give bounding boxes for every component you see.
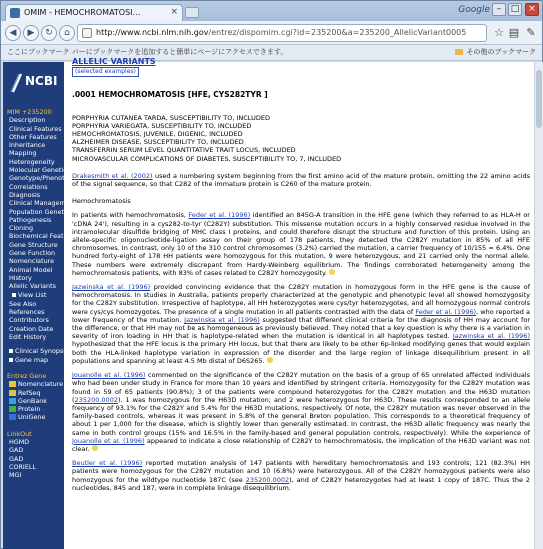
minimize-button[interactable]: –	[492, 3, 506, 16]
sidebar-item-label: Description	[9, 116, 46, 125]
sidebar-item-label: GAD	[9, 454, 24, 463]
entrez-link[interactable]	[3, 380, 64, 388]
tab-close-icon[interactable]: ×	[170, 7, 178, 17]
maximize-button[interactable]: □	[508, 3, 522, 16]
gene-map-label: Gene map	[15, 355, 49, 364]
paragraph-2	[72, 211, 530, 277]
paragraph-text: suggested that different clinical criteria for the diagnosis of HH may account for the difference, or that HH may not be as homogeneous as previously believed. They noted that a key question is why there is a variation in severity of iron loading in HH that is haplotype-related when the mutation is identical in all haplotypes tested.	[72, 315, 530, 341]
paragraph-text: appeared to indicate a close relationship of C282Y to hemochromatosis, the implication of the H63D variant was not clear.	[72, 436, 530, 453]
sidebar-item[interactable]	[3, 282, 64, 290]
sidebar-nav-2	[3, 300, 64, 341]
linkout-links	[3, 438, 64, 479]
sidebar-item[interactable]	[3, 116, 64, 124]
selected-examples-button[interactable]: (selected examples)	[72, 67, 139, 77]
browser-tab[interactable]	[5, 4, 183, 21]
sidebar-item-label: Nomenclature	[9, 257, 55, 266]
reload-button[interactable]: ↻	[41, 25, 57, 41]
url-host: http://www.ncbi.nlm.nih.gov	[96, 28, 209, 37]
sidebar-item-label: Heterogeneity	[9, 157, 55, 166]
database-icon	[9, 414, 16, 420]
sidebar-item[interactable]	[3, 232, 78, 241]
reference-link[interactable]: Jouanolle et al. (1996)	[72, 436, 145, 445]
sidebar-item[interactable]	[3, 199, 77, 208]
sidebar-item-label: Biochemical Features	[9, 232, 78, 241]
entrez-link[interactable]	[3, 405, 64, 413]
entrez-link[interactable]	[3, 397, 64, 405]
sidebar-item[interactable]	[3, 141, 64, 149]
other-bookmarks[interactable]: その他のブックマーク	[455, 45, 536, 60]
sidebar-item-label: Molecular Genetics	[9, 166, 71, 175]
page-menu-icon[interactable]: ▤	[508, 26, 520, 39]
sidebar-item-label: MGI	[9, 471, 22, 480]
page-icon	[82, 28, 92, 38]
scrollbar-thumb[interactable]	[536, 70, 542, 128]
sidebar-item[interactable]	[3, 300, 64, 308]
back-button[interactable]: ◀	[5, 25, 21, 41]
subheading-hemochromatosis: Hemochromatosis	[72, 197, 131, 206]
sidebar-item[interactable]	[3, 216, 64, 224]
view-list-link[interactable]	[3, 291, 64, 299]
sidebar-item[interactable]	[3, 224, 64, 232]
reference-link[interactable]: Jazwinska et al. (1996)	[72, 283, 151, 292]
linkout-title: LinkOut	[7, 429, 32, 438]
sidebar-item-label: Edit History	[9, 333, 47, 342]
sidebar-item-label: Clinical Features	[9, 124, 62, 133]
sidebar-item[interactable]	[3, 333, 64, 341]
database-icon	[9, 390, 16, 396]
sidebar-item[interactable]	[3, 174, 77, 183]
phenotype-item: TRANSFERRIN SERUM LEVEL QUANTITATIVE TRAIT LOCUS, INCLUDED	[72, 146, 296, 155]
sidebar	[3, 62, 78, 549]
paragraph-text: provided convincing evidence that the C282Y mutation in homozygous form in the HFE gene is the cause of hemochromatosis. In studies in Australia, patients properly characterized at the genotypic and phenotypic level all showed homozygosity for the C282Y substitution. Irrespective of haplotype, all HH heterozygotes were cys/tyr heterozygotes, and all homozygous normal controls were cys/cys homozygotes. The presence of a single mutation in all patients contrasted with the data of	[72, 283, 530, 316]
sidebar-item[interactable]	[3, 266, 64, 274]
reference-link[interactable]: Jazwinska et al. (1996)	[452, 332, 530, 341]
sidebar-item-label: See Also	[9, 299, 37, 308]
lightbulb-icon[interactable]	[267, 357, 273, 363]
close-window-button[interactable]: ×	[525, 3, 539, 16]
sidebar-item[interactable]	[3, 325, 64, 333]
sidebar-item-label: Creation Date	[9, 324, 54, 333]
sidebar-item[interactable]	[3, 274, 64, 282]
paragraph-text: identified an 845G-A transition in the HFE gene (which they referred to as HLA-H or 'cDNA 24'), resulting in a cys282-to-tyr (C282Y) substitution. This missense mutation occurs in a highly conserved residue involved in the intramolecular disulfide bridging of MHC class I proteins, and could therefore disrupt the structure and function of this protein. Using an allele-specific oligonucleotide-ligation assay on their group of 178 patients, they detected the C282Y mutation in 85% of all HFE chromosomes. In contrast, only 10 of the 310 control chromosomes (3.2%) carried the mutation, a carrier frequency of 10/155 = 6.4%. One hundred forty-eight of 178 HH patients were homozygous for this mutation, 9 were heterozygous, and 21 carried only the normal allele. These numbers were extremely discrepant from Hardy-Weinberg equilibrium. The findings corroborated heterogeneity among the hemochromatosis patients, with 83% of cases related to C282Y homozygosity.	[72, 211, 530, 277]
entrez-link-label: GenBank	[18, 396, 47, 405]
paragraph-text: ), and of C282Y heterozygotes had at least 1 copy of 187C. Thus the 2 nucleotides, 845 and 187, were in complete linkage disequilibrium.	[72, 475, 530, 492]
star-icon[interactable]: ☆	[494, 26, 504, 39]
sidebar-item[interactable]	[3, 125, 64, 133]
allele-link[interactable]: 235200.0002	[245, 475, 290, 484]
favicon-icon	[10, 8, 20, 18]
address-bar[interactable]	[77, 24, 487, 42]
sidebar-item[interactable]	[3, 166, 71, 175]
vertical-scrollbar[interactable]	[534, 62, 543, 549]
bookmark-notice: ここにブックマーク バーにブックマークを追加すると簡単にページにアクセスできます。	[7, 48, 288, 56]
view-list-label: View List	[18, 290, 47, 299]
paragraph-text: In patients with hemochromatosis,	[72, 211, 189, 220]
gene-map-link[interactable]	[3, 356, 64, 364]
bullet-icon	[9, 349, 13, 353]
sidebar-item-label: Contributors	[9, 316, 49, 325]
entrez-link-label: Protein	[18, 405, 41, 414]
entrez-link-label: Nomenclature	[18, 380, 64, 389]
entrez-link[interactable]	[3, 389, 64, 397]
lightbulb-icon[interactable]	[329, 269, 335, 275]
main-content	[72, 57, 530, 549]
brand-label: Google	[458, 5, 490, 15]
paragraph-text: , who reported a lower frequency of the mutation.	[72, 307, 530, 324]
sidebar-item[interactable]	[3, 158, 64, 166]
allele-title: .0001 HEMOCHROMATOSIS [HFE, CYS282TYR ]	[72, 90, 268, 100]
paragraph-3	[72, 283, 530, 365]
sidebar-item[interactable]	[3, 308, 64, 316]
sidebar-item-label: History	[9, 273, 32, 282]
sidebar-item-label: Cloning	[9, 224, 34, 233]
title-bar	[1, 1, 542, 21]
sidebar-item-label: Mapping	[9, 149, 37, 158]
sidebar-item-label: HGMD	[9, 437, 30, 446]
sidebar-item-label: Allelic Variants	[9, 282, 56, 291]
sidebar-item-label: Inheritance	[9, 141, 46, 150]
entrez-gene-title: Entrez Gene	[7, 371, 47, 380]
database-icon	[9, 381, 16, 387]
url-path: /entrez/dispomim.cgi?id=235200&a=235200_AllelicVariant0005	[208, 28, 467, 37]
paragraph-text: hypothesized that the HFE locus is the primary HH locus, but that there are likely to be other 6p-linked modifying genes that would explain both the HLA-linked haplotype variation in expression of the disorder and the large region of linkage disequilibrium present in all populations and spanning at least 4.5 Mb distal of D6S265.	[72, 340, 530, 365]
reference-link[interactable]: Feder et al. (1996)	[415, 307, 477, 316]
database-icon	[9, 398, 16, 404]
new-tab-button[interactable]	[185, 7, 199, 18]
sidebar-item[interactable]	[3, 316, 64, 324]
entrez-links	[3, 380, 64, 421]
mim-title: MIM +235200	[7, 108, 52, 116]
ncbi-slash-icon	[11, 72, 23, 94]
sidebar-nav	[3, 116, 78, 291]
wrench-icon[interactable]: ✎	[526, 26, 536, 39]
sidebar-item-label: Correlations	[9, 182, 48, 191]
sidebar-item[interactable]	[3, 183, 64, 191]
sidebar-item[interactable]	[3, 438, 64, 446]
entrez-link[interactable]	[3, 413, 64, 421]
phenotype-item: MICROVASCULAR COMPLICATIONS OF DIABETES, SUSCEPTIBILITY TO, 7, INCLUDED	[72, 154, 342, 163]
sidebar-item-label: Animal Model	[9, 265, 53, 274]
entrez-link-label: UniGene	[18, 413, 46, 422]
phenotype-item: PORPHYRIA CUTANEA TARDA, SUSCEPTIBILITY TO, INCLUDED	[72, 113, 270, 122]
sidebar-item-label: Genotype/Phenotype	[9, 174, 77, 183]
ncbi-logo[interactable]	[3, 62, 64, 104]
sidebar-item[interactable]	[3, 249, 64, 257]
reference-link[interactable]: Jouanolle et al. (1996)	[72, 371, 146, 380]
sidebar-item-label: Gene Function	[9, 249, 56, 258]
sidebar-item-label: Diagnosis	[9, 190, 41, 199]
page-viewport	[3, 57, 534, 549]
ncbi-logo-text: NCBI	[25, 74, 58, 88]
paragraph-1	[72, 172, 530, 188]
paragraph-5	[72, 459, 530, 492]
paragraph-text: reported mutation analysis of 147 patients with hereditary hemochromatosis and 193 controls; 121 (82.3%) HH patients were homozygous for the C282Y mutation and 10 (6.8%) were heterozygous. All of the C282Y homozygous patients were also homozygous for the wildtype nucleotide 187C (see	[72, 459, 530, 484]
sidebar-item-label: Population Genetics	[9, 207, 73, 216]
database-icon	[9, 406, 16, 412]
sidebar-item[interactable]	[3, 133, 64, 141]
forward-button[interactable]: ▶	[23, 25, 39, 41]
phenotype-item: ALZHEIMER DISEASE, SUSCEPTIBILITY TO, INCLUDED	[72, 138, 244, 147]
bullet-icon	[12, 293, 16, 297]
sidebar-item[interactable]	[3, 257, 64, 265]
paragraph-text: ). 1 was homozygous for the H63D mutation; and 2 were heterozygous for H63D. These results corresponded to an allele frequency of 93.1% for the C282Y and 5.4% for the H63D mutations, respectively. Of note, the C282Y mutation was never observed in the family-based controls, whereas it was present in 5.8% of the general Breton population. This corresponds to a theoretical frequency of about 1 per 1,000 for the disease, which is slightly lower than generally estimated. In contrast, the H63D allelic frequency was nearly the same in both control groups (15% and 16.5% in the family-based and general population controls, respectively). While the experience of	[72, 395, 530, 437]
lightbulb-icon[interactable]	[92, 445, 98, 451]
section-header[interactable]: ALLELIC VARIANTS	[72, 57, 156, 66]
reference-link[interactable]: Jazwinska et al. (1996)	[184, 315, 260, 324]
sidebar-item-label: Pathogenesis	[9, 215, 52, 224]
allele-link[interactable]: 235200.0002	[74, 395, 118, 404]
sidebar-item-label: References	[9, 308, 45, 317]
clinical-synopsis-link[interactable]	[3, 347, 69, 356]
reference-link[interactable]: Drakesmith et al. (2002)	[72, 171, 153, 180]
sidebar-item[interactable]	[3, 191, 64, 199]
phenotype-item: PORPHYRIA VARIEGATA, SUSCEPTIBILITY TO, INCLUDED	[72, 121, 252, 130]
entrez-link-label: RefSeq	[18, 388, 41, 397]
paragraph-4	[72, 371, 530, 453]
sidebar-item-label: Clinical Management	[9, 199, 77, 208]
paragraph-text: commented on the significance of the C282Y mutation on the basis of a group of 65 unrelated affected individuals who had been under study in France for more than 10 years and identified by stringent criteria. Homozygosity for the C282Y mutation was found in 59 of 65 patients (90.8%); 3 of the patients were compound heterozygotes for the C282Y mutation and the H63D mutation (	[72, 371, 530, 404]
bullet-icon	[9, 358, 13, 362]
sidebar-item[interactable]	[3, 149, 64, 157]
home-button[interactable]: ⌂	[59, 25, 75, 41]
sidebar-item[interactable]	[3, 207, 73, 216]
sidebar-item-label: Other Features	[9, 132, 57, 141]
sidebar-item[interactable]	[3, 455, 64, 463]
sidebar-item-label: Gene Structure	[9, 240, 58, 249]
sidebar-item-label: GAD	[9, 446, 24, 455]
paragraph-text: used a numbering system beginning from the first amino acid of the mature protein, omitting the 22 amino acids of the signal sequence, so that C282 of the immature protein is C260 of the mature protein.	[72, 171, 530, 189]
clinical-synopsis-label: Clinical Synopsis	[15, 347, 69, 356]
sidebar-item-label: CORIELL	[9, 462, 36, 471]
sidebar-item[interactable]	[3, 446, 64, 454]
sidebar-item[interactable]	[3, 241, 64, 249]
browser-toolbar	[1, 21, 542, 45]
sidebar-item[interactable]	[3, 463, 64, 471]
phenotype-list	[72, 114, 530, 163]
tab-title: OMIM - HEMOCHROMATOSI…	[24, 8, 141, 17]
phenotype-item: HEMOCHROMATOSIS, JUVENILE, DIGENIC, INCLUDED	[72, 130, 243, 139]
reference-link[interactable]: Feder et al. (1996)	[188, 211, 251, 220]
reference-link[interactable]: Beutler et al. (1996)	[72, 459, 143, 468]
sidebar-item[interactable]	[3, 471, 64, 479]
